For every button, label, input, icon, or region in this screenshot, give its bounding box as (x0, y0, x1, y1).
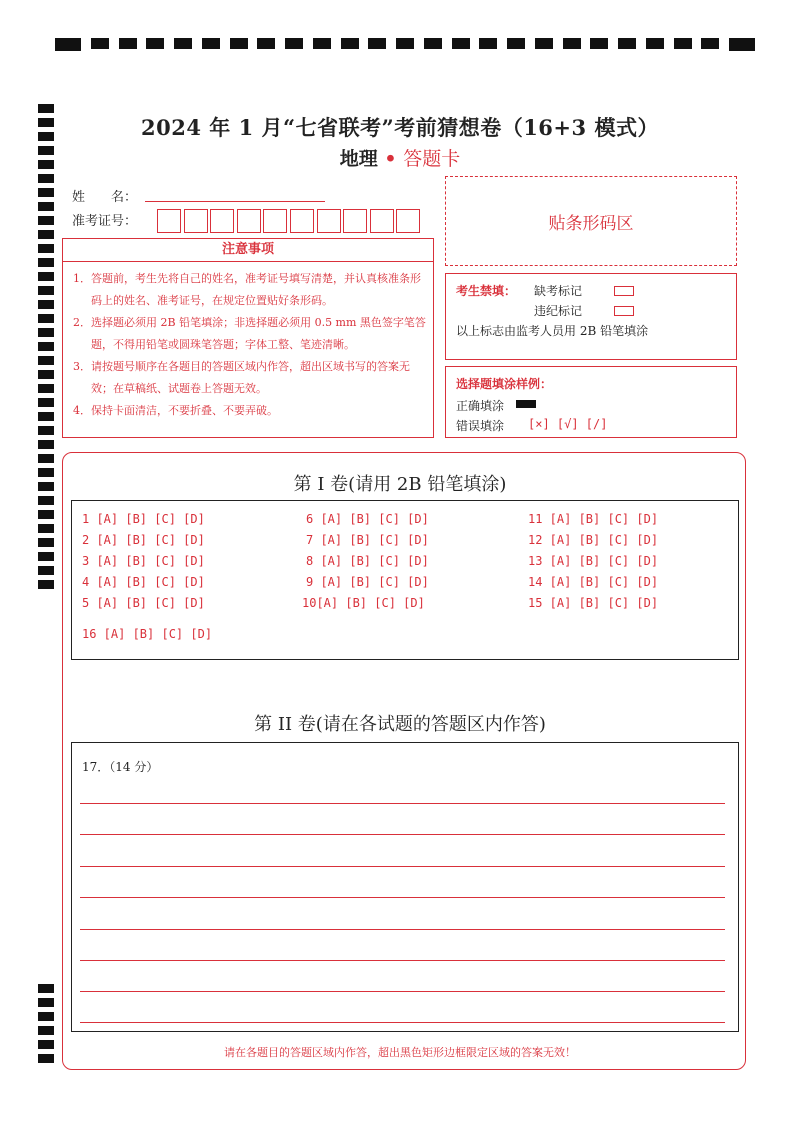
question-17-label: 17．（14 分） (82, 760, 159, 774)
sample-heading: 选择题填涂样例： (456, 377, 553, 391)
mc-question[interactable]: 13 [A] [B] [C] [D] (528, 554, 659, 568)
candidate-forbidden-box (445, 273, 737, 360)
mc-question[interactable]: 4 [A] [B] [C] [D] (82, 575, 205, 589)
notice-item: 4．保持卡面清洁，不要折叠、不要弄破。 (73, 404, 278, 417)
mc-question[interactable]: 10[A] [B] [C] [D] (302, 596, 425, 610)
answer-line (80, 929, 725, 930)
notice-item: 2．选择题必须用 2B 铅笔填涂；非选择题必须用 0.5 mm 黑色签字笔答题，不得用铅笔或圆珠笔答题；字体工整、笔迹清晰。 (73, 316, 426, 351)
forbidden-label: 考生禁填： (456, 284, 517, 298)
mc-question[interactable]: 2 [A] [B] [C] [D] (82, 533, 205, 547)
correct-fill-label: 正确填涂 (456, 399, 505, 413)
fill-sample-box (445, 366, 737, 438)
mc-question[interactable]: 8 [A] [B] [C] [D] (306, 554, 429, 568)
footer-warning: 请在各题目的答题区域内作答，超出黑色矩形边框限定区域的答案无效！ (224, 1046, 576, 1059)
mc-question[interactable]: 3 [A] [B] [C] [D] (82, 554, 205, 568)
answer-line (80, 803, 725, 804)
id-label: 准考证号： (72, 214, 138, 229)
mc-question[interactable]: 9 [A] [B] [C] [D] (306, 575, 429, 589)
notice-item: 3．请按题号顺序在各题目的答题区域内作答，超出区域书写的答案无效；在草稿纸、试题卷上答题无效。 (73, 360, 410, 395)
mc-question[interactable]: 5 [A] [B] [C] [D] (82, 596, 205, 610)
section-1-title: 第 I 卷(请用 2B 铅笔填涂) (293, 474, 507, 495)
correct-fill-sample (516, 400, 536, 408)
wrong-fill-label: 错误填涂 (456, 419, 505, 433)
answer-line (80, 866, 725, 867)
notice-item: 1．答题前，考生先将自己的姓名，准考证号填写清楚，并认真核准条形码上的姓名、准考证号，在规定位置贴好条形码。 (73, 272, 421, 307)
question-17-box[interactable] (71, 742, 739, 1032)
exam-id-boxes[interactable] (157, 209, 423, 233)
answer-card-label: 答题卡 (403, 148, 461, 170)
mc-question[interactable]: 14 [A] [B] [C] [D] (528, 575, 659, 589)
mc-question[interactable]: 7 [A] [B] [C] [D] (306, 533, 429, 547)
separator-dot: • (384, 148, 397, 170)
violation-mark-box[interactable] (614, 306, 634, 316)
forbidden-note: 以上标志由监考人员用 2B 铅笔填涂 (456, 324, 649, 338)
absent-mark-box[interactable] (614, 286, 634, 296)
mc-question[interactable]: 11 [A] [B] [C] [D] (528, 512, 659, 526)
answer-line (80, 960, 725, 961)
mc-question[interactable]: 16 [A] [B] [C] [D] (82, 627, 213, 641)
notice-box (62, 238, 434, 438)
name-label: 姓 名： (72, 190, 138, 205)
wrong-fill-samples: [×] [√] [/] (528, 417, 608, 431)
mc-question[interactable]: 6 [A] [B] [C] [D] (306, 512, 429, 526)
answer-line (80, 1022, 725, 1023)
violation-mark-label: 违纪标记 (534, 304, 583, 318)
answer-line (80, 897, 725, 898)
mc-question[interactable]: 15 [A] [B] [C] [D] (528, 596, 659, 610)
absent-mark-label: 缺考标记 (534, 284, 583, 298)
answer-line (80, 834, 725, 835)
subject-label: 地理 (339, 148, 378, 170)
mc-question[interactable]: 12 [A] [B] [C] [D] (528, 533, 659, 547)
top-timing-marks (55, 38, 755, 52)
mc-question[interactable]: 1 [A] [B] [C] [D] (82, 512, 205, 526)
page-subtitle (0, 144, 800, 171)
answer-line (80, 991, 725, 992)
section-2-title: 第 II 卷(请在各试题的答题区内作答) (254, 714, 546, 735)
barcode-area: 贴条形码区 (445, 176, 737, 266)
name-field[interactable] (145, 201, 325, 202)
page-title: 2024 年 1 月“七省联考”考前猜想卷（16+3 模式） (141, 115, 659, 140)
notice-heading: 注意事项 (63, 239, 433, 262)
